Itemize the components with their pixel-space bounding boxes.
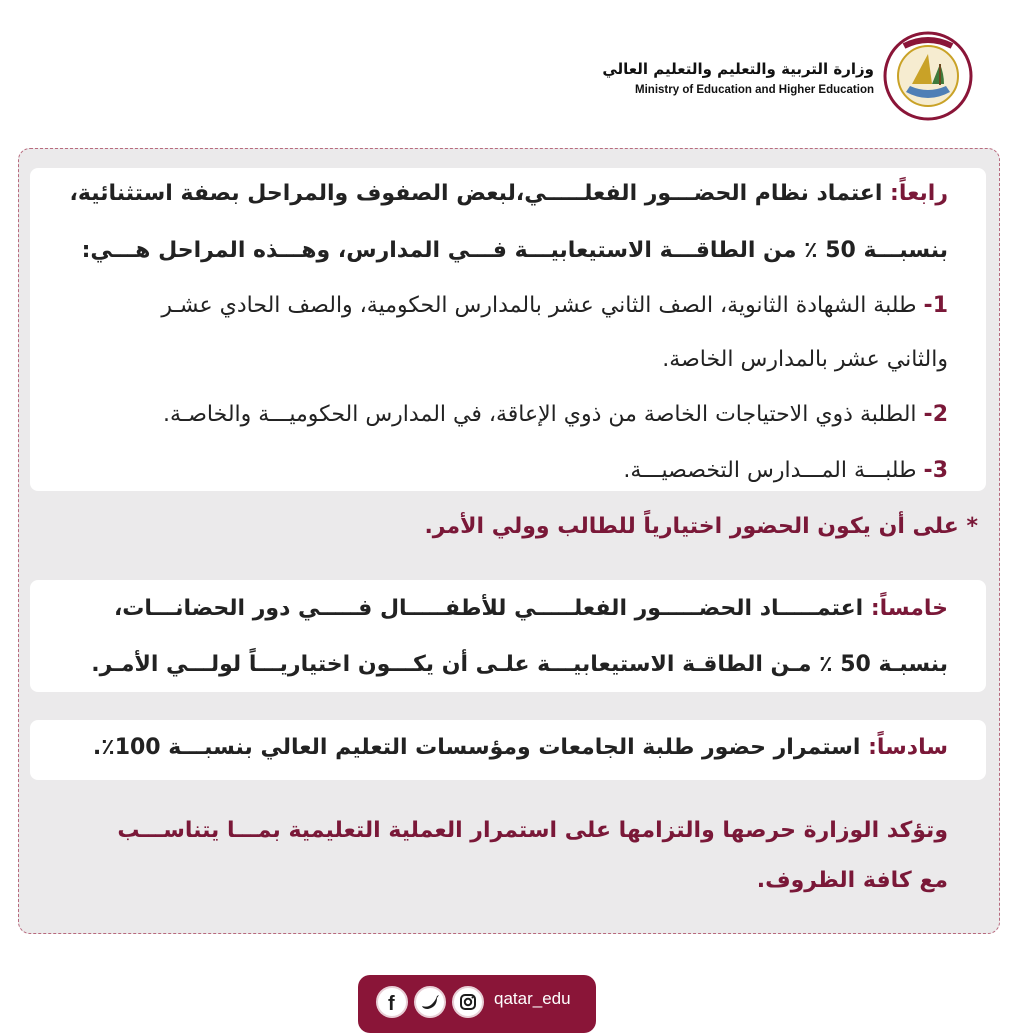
section-4-prefix: رابعاً: (890, 181, 948, 206)
item-2-text: الطلبة ذوي الاحتياجات الخاصة من ذوي الإعاقة، في المدارس الحكوميـــة والخاصـة. (163, 402, 917, 427)
attendance-note (424, 516, 978, 538)
section-6-text: استمرار حضور طلبة الجامعات ومؤسسات التعليم العالي بنسبـــة 100٪. (92, 735, 861, 760)
facebook-icon[interactable] (376, 986, 408, 1018)
section-4-line-1-text: اعتماد نظام الحضـــور الفعلـــــي،لبعض الصفوف والمراحل بصفة استثنائية، (69, 181, 883, 206)
section-4-item-3 (623, 460, 948, 482)
closing-line-2: مع كافة الظروف. (756, 868, 948, 893)
svg-text:f: f (388, 993, 395, 1015)
section-4-card (30, 168, 986, 491)
section-4-line-1 (70, 183, 948, 205)
section-5-line-2: بنسبـة 50 ٪ مـن الطاقـة الاستيعابيـــة علـى أن يكـــون اختياريـــاً لولـــي الأمـر. (91, 652, 948, 677)
item-2-number: 2- (923, 402, 948, 427)
section-6-prefix: سادساً: (868, 735, 948, 760)
item-3-number: 3- (923, 458, 948, 483)
qatar-emblem-logo (882, 30, 974, 122)
item-1-text: طلبة الشهادة الثانوية، الصف الثاني عشر بالمدارس الحكومية، والصف الحادي عشـر (161, 293, 917, 318)
twitter-icon[interactable] (414, 986, 446, 1018)
instagram-icon[interactable] (452, 986, 484, 1018)
section-4-item-1-line-1 (161, 295, 948, 317)
section-4-item-2 (163, 404, 948, 426)
ministry-name-arabic: وزارة التربية والتعليم والتعليم العالي (602, 60, 874, 78)
section-4-line-2: بنسبـــة 50 ٪ من الطاقـــة الاستيعابيـــة فـــي المدارس، وهـــذه المراحل هـــي: (81, 238, 948, 263)
section-5-prefix: خامساً: (870, 596, 948, 621)
note-star: * (966, 514, 978, 539)
social-handle[interactable]: qatar_edu (494, 989, 571, 1008)
item-3-text: طلبـــة المـــدارس التخصصيـــة. (623, 458, 917, 483)
closing-line-1: وتؤكد الوزارة حرصها والتزامها على استمرار العملية التعليمية بمـــا يتناســـب (117, 818, 948, 843)
section-5-line-1-text: اعتمـــــاد الحضـــــور الفعلـــــي للأطفـــــال فـــــي دور الحضانـــات، (113, 596, 864, 621)
note-text: على أن يكون الحضور اختيارياً للطالب وولي الأمر. (424, 514, 959, 539)
section-4-item-1-line-2: والثاني عشر بالمدارس الخاصة. (662, 347, 948, 372)
item-1-number: 1- (923, 293, 948, 318)
section-5-line-1 (114, 598, 948, 620)
section-6-line (93, 737, 948, 759)
ministry-name-english: Ministry of Education and Higher Education (635, 84, 874, 96)
